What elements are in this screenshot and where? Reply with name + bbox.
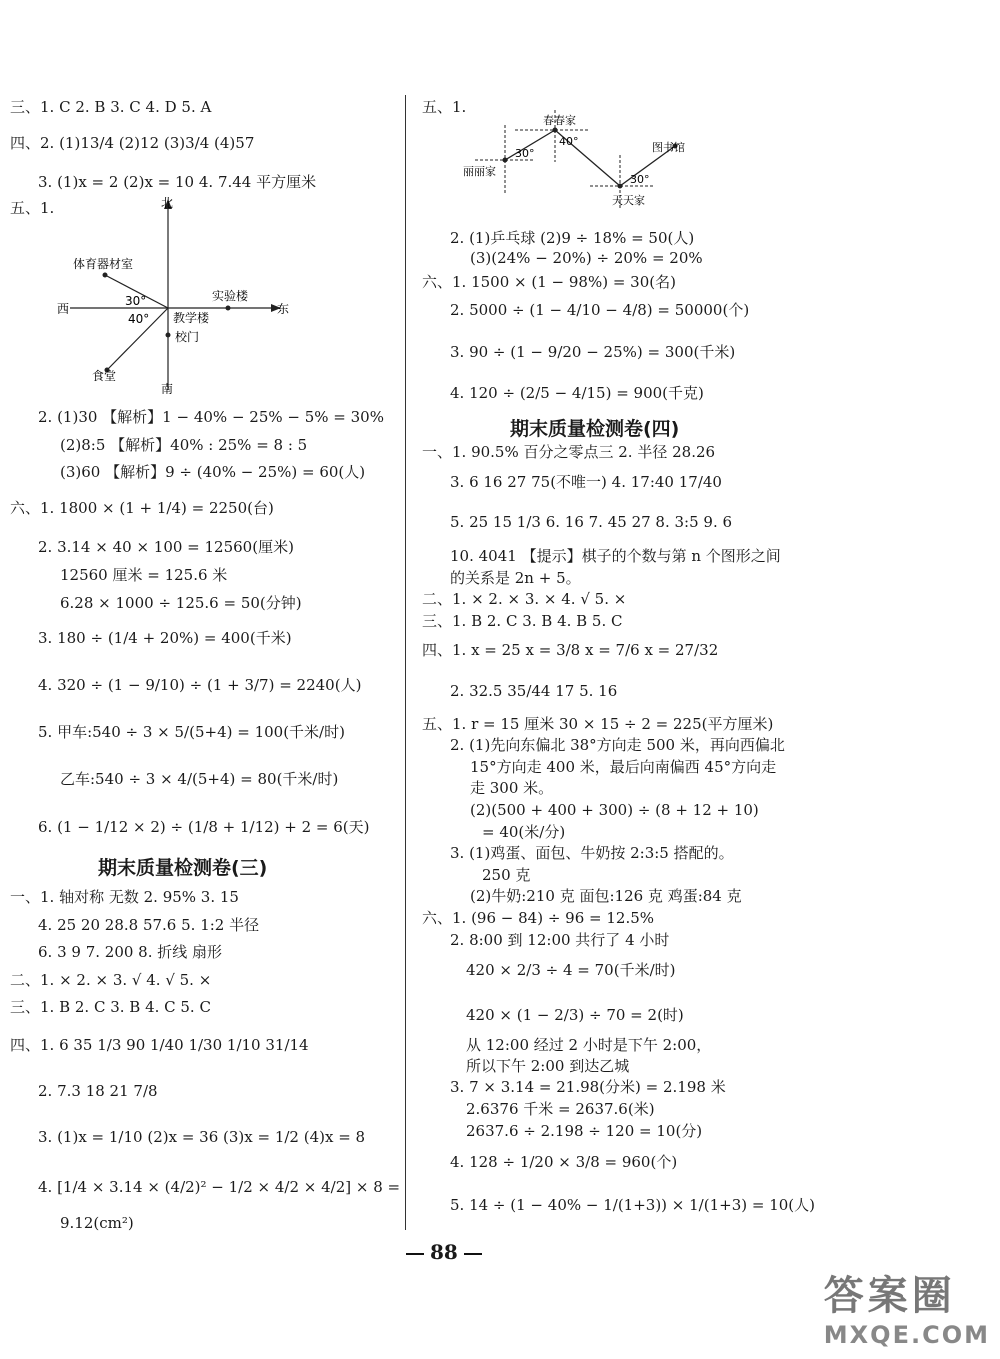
chun-home-label: 春春家: [543, 114, 576, 127]
watermark-url: MXQE.COM: [823, 1321, 990, 1349]
answer-line: 五、1.: [10, 199, 55, 217]
answer-line: 四、1. 6 35 1/3 90 1/40 1/30 1/10 31/14: [10, 1036, 309, 1054]
watermark: [824, 1264, 990, 1349]
gate-label: 校门: [175, 330, 200, 344]
answer-line: 2. 3.14 × 40 × 100 = 12560(厘米): [38, 538, 294, 556]
teaching-building-label: 教学楼: [173, 311, 210, 325]
angle-40-label: 40°: [128, 312, 150, 326]
answer-line: 4. [1/4 × 3.14 × (4/2)² − 1/2 × 4/2 × 4/2] × 8 =: [38, 1178, 401, 1196]
answer-line: 9.12(cm²): [60, 1214, 134, 1232]
watermark-logo: 答案圈: [823, 1273, 956, 1319]
answer-line: 12560 厘米 = 125.6 米: [60, 566, 228, 584]
answer-line: 4. 25 20 28.8 57.6 5. 1:2 半径: [38, 916, 260, 934]
answer-line: 3. 7 × 3.14 = 21.98(分米) = 2.198 米: [450, 1078, 726, 1096]
answer-line: 250 克: [482, 866, 531, 884]
answer-line: 六、1. 1800 × (1 + 1/4) = 2250(台): [10, 499, 274, 517]
answer-line: 420 × 2/3 ÷ 4 = 70(千米/时): [466, 961, 676, 979]
answer-line: 420 × (1 − 2/3) ÷ 70 = 2(时): [466, 1006, 684, 1024]
lab-building-label: 实验楼: [212, 289, 249, 303]
angle-a2-label: 40°: [559, 135, 579, 148]
answer-line: (3)60 【解析】9 ÷ (40% − 25%) = 60(人): [60, 463, 366, 481]
library-label: 图书馆: [652, 141, 685, 154]
north-label: 北: [161, 196, 174, 210]
answer-line: 6. 3 9 7. 200 8. 折线 扇形: [38, 943, 223, 961]
canteen-label: 食堂: [92, 369, 117, 383]
answer-line: 所以下午 2:00 到达乙城: [466, 1057, 630, 1075]
li-home-label: 丽丽家: [463, 165, 496, 178]
answer-line: 的关系是 2n + 5。: [450, 569, 581, 587]
answer-line: 二、1. × 2. × 3. √ 4. √ 5. ×: [10, 971, 212, 989]
answer-line: 2. 5000 ÷ (1 − 4/10 − 4/8) = 50000(个): [450, 301, 750, 319]
answer-line: 5. 14 ÷ (1 − 40% − 1/(1+3)) × 1/(1+3) = 10(人): [450, 1196, 815, 1214]
answer-line: 15°方向走 400 米，最后向南偏西 45°方向走: [470, 758, 777, 776]
answer-line: = 40(米/分): [482, 823, 566, 841]
answer-line: 2. (1)30 【解析】1 − 40% − 25% − 5% = 30%: [38, 408, 384, 426]
answer-line: 5. 25 15 1/3 6. 16 7. 45 27 8. 3:5 9. 6: [450, 513, 733, 531]
angle-30-label: 30°: [125, 294, 147, 308]
answer-line: 4. 320 ÷ (1 − 9/10) ÷ (1 + 3/7) = 2240(人): [38, 676, 362, 694]
page-number: 88: [400, 1240, 488, 1264]
angle-a3-label: 30°: [630, 173, 650, 186]
west-label: 西: [57, 302, 70, 316]
answer-line: 四、2. (1)13/4 (2)12 (3)3/4 (4)57: [10, 134, 255, 152]
answer-line: (2)牛奶:210 克 面包:126 克 鸡蛋:84 克: [470, 887, 742, 905]
answer-line: 3. 6 16 27 75(不唯一) 4. 17:40 17/40: [450, 473, 722, 491]
sports-room-label: 体育器材室: [73, 257, 134, 271]
compass-diagram: [55, 195, 295, 395]
answer-line: 三、1. B 2. C 3. B 4. B 5. C: [422, 612, 623, 630]
answer-line: 3. 90 ÷ (1 − 9/20 − 25%) = 300(千米): [450, 343, 736, 361]
angle-a1-label: 30°: [515, 147, 535, 160]
answer-line: 走 300 米。: [470, 779, 554, 797]
section-title-exam-3: 期末质量检测卷(三): [98, 857, 268, 879]
answer-line: 4. 120 ÷ (2/5 − 4/15) = 900(千克): [450, 384, 704, 402]
answer-line: 3. (1)x = 2 (2)x = 10 4. 7.44 平方厘米: [38, 173, 317, 191]
answer-line: 六、1. 1500 × (1 − 98%) = 30(名): [422, 273, 676, 291]
east-label: 东: [277, 302, 290, 316]
answer-line: 2.6376 千米 = 2637.6(米): [466, 1100, 655, 1118]
answer-line: 2637.6 ÷ 2.198 ÷ 120 = 10(分): [466, 1122, 703, 1140]
route-diagram: [455, 100, 715, 212]
answer-line: 3. 180 ÷ (1/4 + 20%) = 400(千米): [38, 629, 292, 647]
answer-line: 5. 甲车:540 ÷ 3 × 5/(5+4) = 100(千米/时): [38, 723, 345, 741]
answer-line: 一、1. 90.5% 百分之零点三 2. 半径 28.26: [422, 443, 716, 461]
answer-line: 一、1. 轴对称 无数 2. 95% 3. 15: [10, 888, 239, 906]
column-divider: [405, 95, 406, 1230]
answer-line: 3. (1)x = 1/10 (2)x = 36 (3)x = 1/2 (4)x = 8: [38, 1128, 366, 1146]
answer-line: 乙车:540 ÷ 3 × 4/(5+4) = 80(千米/时): [60, 770, 339, 788]
answer-line: (2)(500 + 400 + 300) ÷ (8 + 12 + 10): [470, 801, 759, 819]
answer-line: (3)(24% − 20%) ÷ 20% = 20%: [470, 249, 703, 267]
answer-line: 五、1.: [422, 98, 467, 116]
answer-line: 2. 7.3 18 21 7/8: [38, 1082, 158, 1100]
answer-line: 三、1. C 2. B 3. C 4. D 5. A: [10, 98, 212, 116]
answer-line: 六、1. (96 − 84) ÷ 96 = 12.5%: [422, 909, 655, 927]
south-label: 南: [161, 382, 174, 395]
answer-line: 6. (1 − 1/12 × 2) ÷ (1/8 + 1/12) + 2 = 6(天): [38, 818, 370, 836]
answer-line: 3. (1)鸡蛋、面包、牛奶按 2:3:5 搭配的。: [450, 844, 734, 862]
answer-line: 2. 8:00 到 12:00 共行了 4 小时: [450, 931, 670, 949]
answer-line: 10. 4041 【提示】棋子的个数与第 n 个图形之间: [450, 547, 781, 565]
answer-line: 2. (1)先向东偏北 38°方向走 500 米，再向西偏北: [450, 736, 785, 754]
answer-line: 二、1. × 2. × 3. × 4. √ 5. ×: [422, 590, 627, 608]
answer-line: 2. 32.5 35/44 17 5. 16: [450, 682, 618, 700]
answer-line: 4. 128 ÷ 1/20 × 3/8 = 960(个): [450, 1153, 678, 1171]
answer-line: (2)8:5 【解析】40% : 25% = 8 : 5: [60, 436, 308, 454]
answer-line: 五、1. r = 15 厘米 30 × 15 ÷ 2 = 225(平方厘米): [422, 715, 774, 733]
answer-line: 四、1. x = 25 x = 3/8 x = 7/6 x = 27/32: [422, 641, 719, 659]
answer-line: 三、1. B 2. C 3. B 4. C 5. C: [10, 998, 211, 1016]
answer-line: 2. (1)乒乓球 (2)9 ÷ 18% = 50(人): [450, 229, 695, 247]
tian-home-label: 天天家: [612, 194, 645, 207]
section-title-exam-4: 期末质量检测卷(四): [510, 418, 680, 440]
answer-line: 6.28 × 1000 ÷ 125.6 = 50(分钟): [60, 594, 302, 612]
answer-line: 从 12:00 经过 2 小时是下午 2:00，: [466, 1036, 712, 1054]
